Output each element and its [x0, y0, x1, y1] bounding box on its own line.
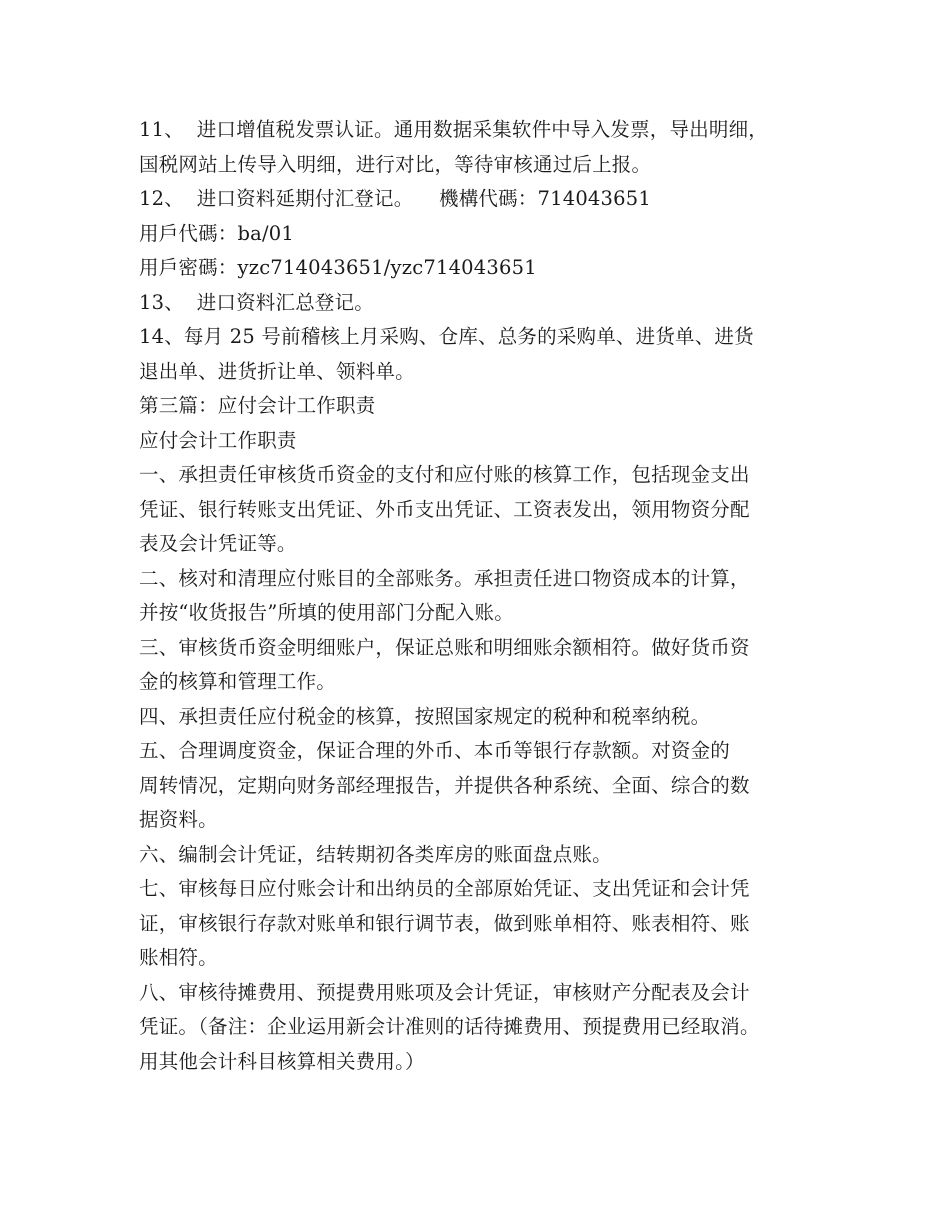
text-line: 七、审核每日应付账会计和出纳员的全部原始凭证、支出凭证和会计凭 [139, 877, 750, 900]
text-line: 凭证。（备注：企业运用新会计准则的话待摊费用、预提费用已经取消。 [139, 1015, 760, 1038]
section-heading: 第三篇：应付会计工作职责 [139, 394, 376, 417]
document-body [139, 113, 839, 1079]
text-line: 金的核算和管理工作。 [139, 670, 337, 693]
text-line: 用戶代碼：ba/01 [139, 221, 294, 245]
text-line: 用戶密碼：yzc714043651/yzc714043651 [139, 256, 537, 279]
text-line: 证，审核银行存款对账单和银行调节表，做到账单相符、账表相符、账 [139, 911, 750, 935]
section-subheading: 应付会计工作职责 [139, 428, 297, 452]
text-line: 一、承担责任审核货币资金的支付和应付账的核算工作，包括现金支出 [139, 463, 750, 486]
text-line: 据资料。 [139, 808, 218, 831]
text-line: 表及会计凭证等。 [139, 532, 297, 555]
text-line: 账相符。 [139, 946, 218, 969]
text-line: 五、合理调度资金，保证合理的外币、本币等银行存款额。对资金的 [139, 739, 731, 762]
text-line: 周转情况，定期向财务部经理报告，并提供各种系统、全面、综合的数 [139, 773, 750, 797]
text-line: 11、 进口增值税发票认证。通用数据采集软件中导入发票，导出明细， [139, 118, 769, 141]
text-line: 凭证、银行转账支出凭证、外币支出凭证、工资表发出，领用物资分配 [139, 497, 750, 521]
text-line: 退出单、进货折让单、领料单。 [139, 359, 415, 383]
text-line: 四、承担责任应付税金的核算，按照国家规定的税种和税率纳税。 [139, 704, 711, 728]
text-line: 13、 进口资料汇总登记。 [139, 290, 375, 314]
text-line: 用其他会计科目核算相关费用。） [139, 1049, 425, 1073]
text-line: 二、核对和清理应付账目的全部账务。承担责任进口物资成本的计算， [139, 566, 750, 590]
text-line: 三、审核货币资金明细账户，保证总账和明细账余额相符。做好货币资 [139, 635, 750, 659]
text-line: 六、编制会计凭证，结转期初各类库房的账面盘点账。 [139, 842, 612, 866]
text-line: 14、每月 25 号前稽核上月采购、仓库、总务的采购单、进货单、进货 [139, 325, 754, 348]
text-line: 12、 进口资料延期付汇登记。 機構代碼：714043651 [139, 187, 651, 210]
text-line: 并按“收货报告”所填的使用部门分配入账。 [139, 601, 514, 624]
text-line: 八、审核待摊费用、预提费用账项及会计凭证，审核财产分配表及会计 [139, 980, 750, 1004]
text-line: 国税网站上传导入明细，进行对比，等待审核通过后上报。 [139, 152, 652, 176]
